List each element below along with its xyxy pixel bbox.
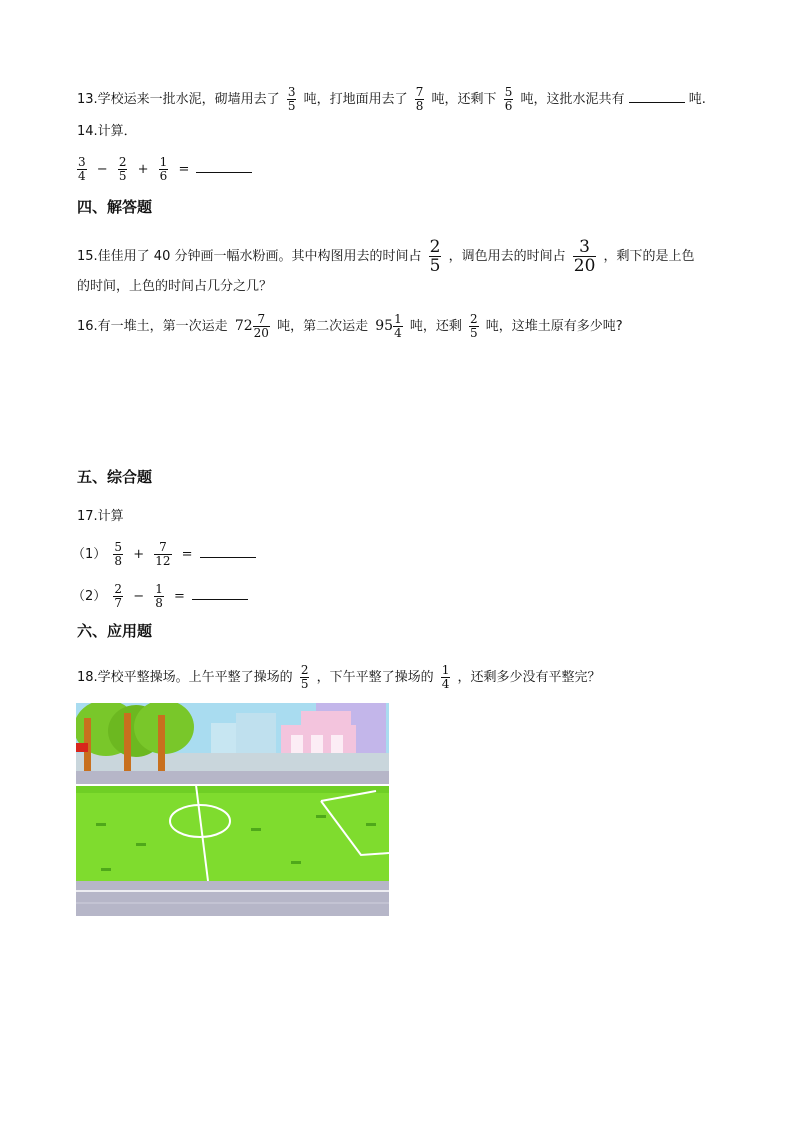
q17-item-2-minus: − [133, 589, 145, 604]
q15-fraction-1: $\frac{2}{5}$ [429, 237, 441, 276]
q17-item-1-fraction-2: $\frac{7}{12}$ [155, 540, 171, 568]
q16-text-4: 吨，这堆土原有多少吨? [485, 319, 623, 334]
q14-fraction-3: $\frac{1}{6}$ [159, 155, 168, 183]
q17-item-2-fraction-2: $\frac{1}{8}$ [155, 582, 163, 610]
q16-mixed-2-integer: 95 [375, 318, 394, 334]
q17-item-1-answer-blank[interactable] [200, 545, 256, 558]
q14-answer-blank[interactable] [196, 160, 252, 173]
q17-item-2-equals: = [174, 589, 185, 604]
question-16 [77, 313, 623, 340]
q14-fraction-1: $\frac{3}{4}$ [78, 155, 86, 183]
q16-mixed-2-fraction: $\frac{1}{4}$ [394, 312, 402, 340]
q13-text-3: 吨，还剩下 [431, 92, 497, 107]
q17-item-2-answer-blank[interactable] [192, 587, 248, 600]
q17-item-1-label: （1） [72, 547, 107, 562]
q18-fraction-1: $\frac{2}{5}$ [300, 663, 309, 691]
pink-building-top [301, 711, 351, 729]
q13-text-2: 吨，打地面用去了 [303, 92, 408, 107]
q18-text-1: 18.学校平整操场。上午平整了操场的 [77, 670, 293, 685]
q16-mixed-1-integer: 72 [234, 318, 253, 334]
tree-trunk [124, 713, 131, 773]
question-17-item-2 [72, 583, 248, 610]
q13-text-1: 13.学校运来一批水泥，砌墙用去了 [77, 92, 280, 107]
q17-item-1-fraction-1: $\frac{5}{8}$ [114, 540, 123, 568]
building-window [331, 735, 343, 753]
q15-text-3: ，剩下的是上色 [603, 249, 695, 264]
q15-text-1: 15.佳佳用了 40 分钟画一幅水粉画。其中构图用去的时间占 [77, 249, 422, 264]
tree-trunk [158, 715, 165, 773]
q14-equals: = [178, 162, 190, 177]
q17-item-2-label: （2） [72, 589, 107, 604]
q13-fraction-3: $\frac{5}{6}$ [504, 85, 513, 113]
question-14-title: 14.计算． [77, 124, 137, 139]
q17-item-2-fraction-1: $\frac{2}{7}$ [114, 582, 123, 610]
track-bottom [76, 881, 389, 916]
question-14-expression [74, 156, 252, 183]
q16-text-3: 吨，还剩 [409, 319, 462, 334]
q13-fraction-1: $\frac{3}{5}$ [287, 85, 296, 113]
grass-field [76, 785, 389, 881]
q16-text-1: 16.有一堆土，第一次运走 [77, 319, 228, 334]
building-window [291, 735, 303, 753]
building-window [311, 735, 323, 753]
question-15-line-1 [77, 238, 695, 275]
track-top [76, 771, 389, 785]
q13-text-4: 吨，这批水泥共有 [520, 92, 625, 107]
question-17-item-1 [72, 541, 256, 568]
q16-text-2: 吨，第二次运走 [277, 319, 369, 334]
q15-fraction-2: $\frac{3}{20}$ [573, 237, 596, 276]
question-17-title: 17.计算 [77, 509, 124, 524]
fence [76, 753, 389, 771]
q14-plus: + [137, 162, 149, 177]
q18-text-2: ，下午平整了操场的 [316, 670, 434, 685]
section-6-heading: 六、应用题 [77, 622, 153, 640]
question-18 [77, 664, 601, 691]
section-5-heading: 五、综合题 [77, 468, 153, 486]
q17-item-1-equals: = [181, 547, 193, 562]
q18-fraction-2: $\frac{1}{4}$ [441, 663, 450, 691]
q18-text-3: ，还剩多少没有平整完？ [457, 670, 601, 685]
q13-text-5: 吨. [688, 92, 706, 107]
q16-fraction-3: $\frac{2}{5}$ [470, 312, 478, 340]
q15-text-2: ，调色用去的时间占 [448, 249, 566, 264]
q13-fraction-2: $\frac{7}{8}$ [415, 85, 424, 113]
q14-minus: − [96, 162, 108, 177]
q17-item-1-plus: + [133, 547, 145, 562]
q13-answer-blank[interactable] [629, 90, 685, 103]
section-4-heading: 四、解答题 [77, 198, 153, 216]
question-15-line-2: 的时间，上色的时间占几分之几？ [77, 279, 273, 294]
q16-mixed-1-fraction: $\frac{7}{20}$ [253, 312, 269, 340]
playground-illustration [76, 703, 389, 916]
background-building [236, 713, 276, 753]
red-flag [76, 743, 88, 752]
question-13 [77, 86, 706, 113]
grass-edge [76, 785, 389, 793]
q14-fraction-2: $\frac{2}{5}$ [118, 155, 127, 183]
